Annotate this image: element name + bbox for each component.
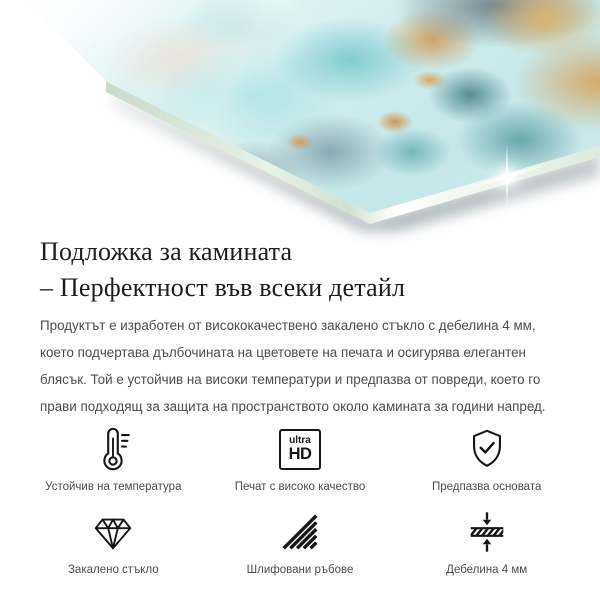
title-line-2: – Перфектност във всеки детайл bbox=[40, 273, 406, 302]
feature-temperature bbox=[20, 424, 207, 493]
feature-label: Предпазва основата bbox=[431, 481, 542, 493]
shield-check-icon bbox=[464, 424, 510, 474]
diamond-icon bbox=[90, 507, 136, 557]
ultra-hd-icon: ultra HD bbox=[279, 424, 321, 474]
thermometer-icon bbox=[90, 424, 136, 474]
feature-tempered-glass bbox=[20, 507, 207, 576]
feature-label: Шлифовани ръбове bbox=[246, 564, 354, 576]
content-section bbox=[0, 234, 600, 576]
polished-edges-icon bbox=[277, 507, 323, 557]
feature-label: Закалено стъкло bbox=[67, 564, 159, 576]
feature-print-quality bbox=[207, 424, 394, 493]
title-line-1: Подложка за камината bbox=[40, 237, 293, 266]
product-photo bbox=[0, 0, 600, 232]
features-grid bbox=[20, 424, 580, 576]
page-title bbox=[40, 234, 560, 306]
feature-polished-edges bbox=[207, 507, 394, 576]
feature-protects-base bbox=[393, 424, 580, 493]
feature-label: Устойчив на температура bbox=[45, 481, 182, 493]
product-description: Продуктът е изработен от висококачествено закалено стъкло с дебелина 4 мм, което подчертава дълбочината на цветовете на печата и осигурява елегантен блясък. Той е устойчив на високи температури и предпазва от повреди, което го прави подходящ за защита на пространството около камината за години напред. bbox=[40, 318, 546, 414]
feature-label: Печат с високо качество bbox=[234, 481, 366, 493]
feature-thickness bbox=[393, 507, 580, 576]
thickness-icon bbox=[464, 507, 510, 557]
feature-label: Дебелина 4 мм bbox=[446, 564, 528, 576]
